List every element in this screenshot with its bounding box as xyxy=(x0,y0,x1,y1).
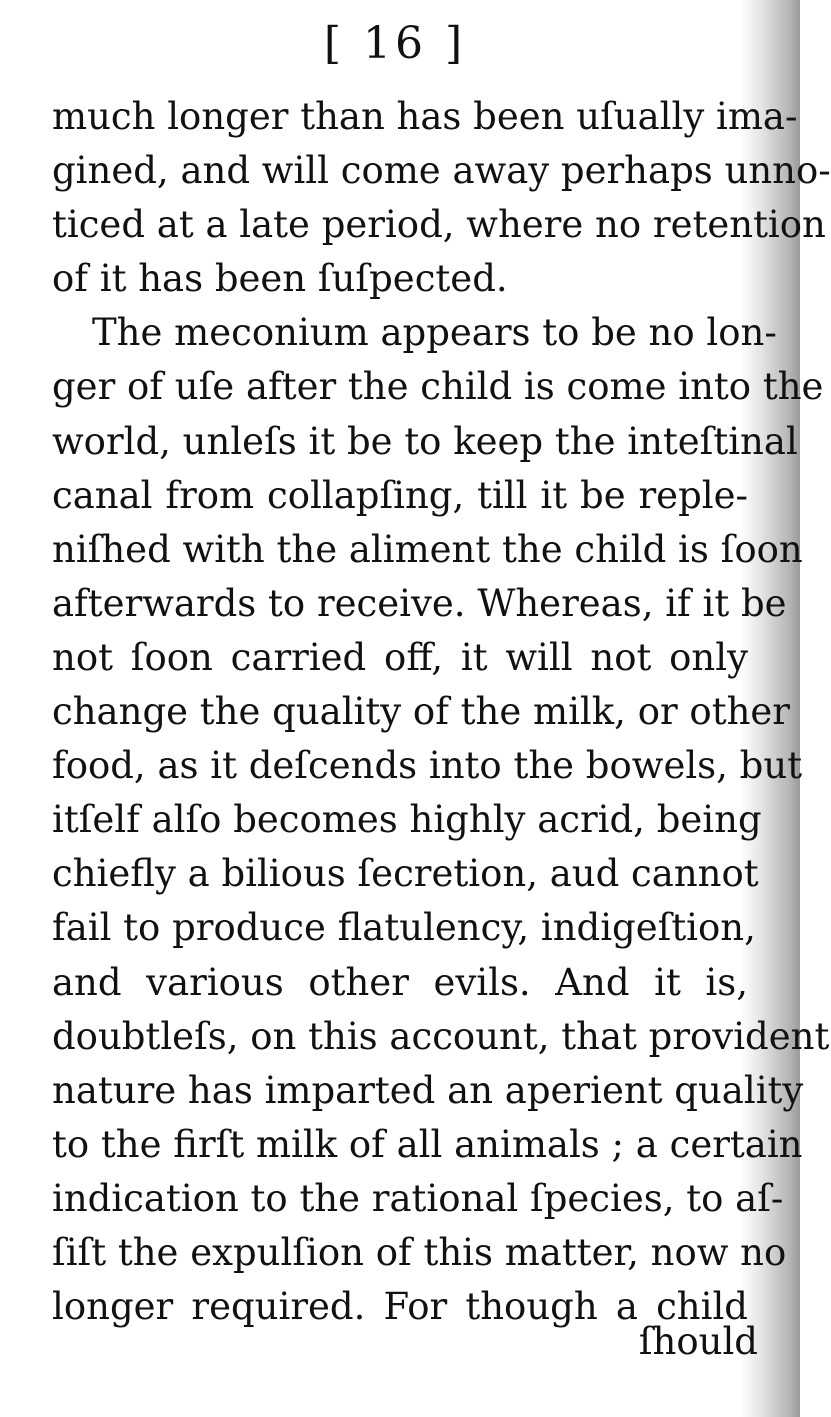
text-line: ger of uſe after the child is come into the xyxy=(52,365,824,409)
text-line: doubtleſs, on this account, that provident xyxy=(52,1014,830,1058)
text-line: itſelf alſo becomes highly acrid, being xyxy=(52,798,762,842)
text-line: world, unleſs it be to keep the inteſtinal xyxy=(52,419,798,463)
text-line: food, as it deſcends into the bowels, but xyxy=(52,744,803,788)
text-line: ticed at a late period, where no retention xyxy=(52,203,826,247)
text-line: longer required. For though a child xyxy=(52,1285,748,1329)
body-text xyxy=(52,90,831,1334)
text-line: to the firſt milk of all animals ; a certain xyxy=(52,1122,803,1166)
text-line: chiefly a bilious ſecretion, aud cannot xyxy=(52,852,759,896)
text-line: gined, and will come away perhaps unno- xyxy=(52,149,831,193)
page-number: [ 16 ] xyxy=(323,18,467,69)
catchword: ſhould xyxy=(638,1320,758,1363)
text-line: ſiſt the expulſion of this matter, now no xyxy=(52,1230,787,1274)
text-line: fail to produce flatulency, indigeſtion, xyxy=(52,906,756,950)
text-line: much longer than has been uſually ima- xyxy=(52,95,798,138)
text-line: canal from collapſing, till it be reple- xyxy=(52,473,748,517)
text-line: not ſoon carried off, it will not only xyxy=(52,635,748,679)
paragraph-first-line: The meconium appears to be no lon- xyxy=(92,311,777,355)
text-line: niſhed with the aliment the child is ſoon xyxy=(52,527,803,571)
text-line: nature has imparted an aperient quality xyxy=(52,1068,804,1112)
text-line: and various other evils. And it is, xyxy=(52,960,748,1004)
text-line: of it has been ſuſpected. xyxy=(52,257,508,301)
text-line: afterwards to receive. Whereas, if it be xyxy=(52,581,787,625)
text-line: indication to the rational ſpecies, to aſ- xyxy=(52,1176,784,1220)
text-line: change the quality of the milk, or other xyxy=(52,690,790,734)
